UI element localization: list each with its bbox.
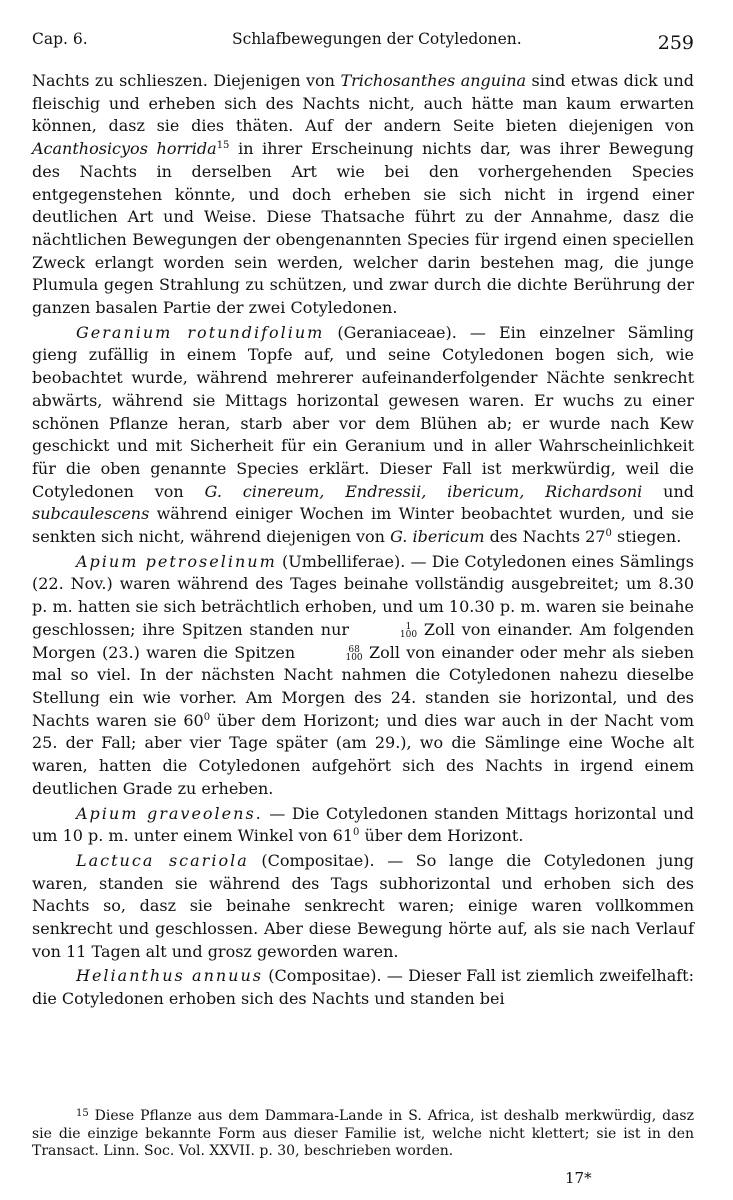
species-heading: Apium petroselinum bbox=[76, 551, 277, 571]
running-header bbox=[32, 30, 694, 54]
paragraph-apium-graveolens: Apium graveolens. — Die Cotyledonen standen Mittags horizontal und um 10 p. m. unter einem Winkel von $61^0$ über dem Horizont. bbox=[32, 803, 694, 846]
degree-sign: 0 bbox=[353, 827, 360, 839]
species-name: Acanthosicyos horrida bbox=[32, 139, 217, 159]
species-heading: Lactuca scariola bbox=[76, 850, 249, 870]
footnote-marker: 15 bbox=[216, 140, 230, 152]
footnote-number: 15 bbox=[76, 1108, 89, 1119]
paragraph-helianthus: Helianthus annuus (Compositae). — Dieser Fall ist ziemlich zweifelhaft: die Cotyledonen erhoben sich des Nachts und standen bei bbox=[32, 966, 694, 1009]
species-name: Trichosanthes anguina bbox=[340, 71, 527, 90]
degree-sign: 0 bbox=[203, 711, 211, 723]
chapter-label: Cap. 6. bbox=[32, 30, 88, 48]
species-heading: Helianthus annuus bbox=[76, 966, 263, 986]
page bbox=[32, 30, 694, 1013]
paragraph-geranium: Geranium rotundifolium (Geraniaceae). — Ein einzelner Sämling gieng zufällig in einem Topfe auf, und seine Cotyledonen bogen sich, wie beobachtet wurde, während mehrerer aufeinanderfolgender Nächte senkrecht abwärts, während sie Mittags horizontal gewesen waren. Er wuchs zu einer schönen Pflanze heran, starb aber vor dem Blühen ab; er wurde nach Kew geschickt und mit Sicherheit für ein Geranium und in aller Wahrscheinlichkeit für die oben genannte Species erklärt. Dieser Fall ist merkwürdig, weil die Cotyledonen von G. cinereum, Endressii, ibericum, Richardsoni und subcaulescens während einiger Wochen im Winter beobachtet wurden, und sie senkten sich nicht, während diejenigen von G. ibericum des Nachts $27^0$ stiegen. bbox=[32, 322, 695, 547]
fraction: 1 100 bbox=[399, 621, 418, 640]
signature-mark: 17* bbox=[565, 1169, 592, 1187]
paragraph-apium-petroselinum: Apium petroselinum (Umbelliferae). — Die Cotyledonen eines Sämlings (22. Nov.) waren während des Tages beinahe vollständig ausgebreitet; um 8.30 p. m. hatten sie sich beträchtlich erhoben, und um 10.30 p. m. waren sie beinahe geschlossen; ihre Spitzen standen nur 1 100 Zoll von einander. Am folgenden Morgen (23.) waren die Spitzen 68 100 Zoll von einander oder mehr als sieben mal so viel. In der nächsten Nacht nahmen die Cotyledonen nahezu dieselbe Stellung ein wie vorher. Am Morgen des 24. standen sie horizontal, und des Nachts waren sie $60^0$ über dem Horizont; und dies war auch in der Nacht vom 25. der Fall; aber vier Tage später (am 29.), wo die Sämlinge eine Woche alt waren, hatten die Cotyledonen aufgehört sich des Nachts in irgend einem deutlichen Grade zu erheben. bbox=[32, 551, 695, 798]
footnote-text: Diese Pflanze aus dem Dammara-Lande in S. Africa, ist deshalb merkwürdig, dasz sie die einzige bekannte Form aus dieser Familie ist, welche nicht klettert; sie ist in den Transact. Linn. Soc. Vol. XXVII. p. 30, beschrieben worden. bbox=[32, 1108, 694, 1159]
fraction: 68 100 bbox=[345, 644, 363, 663]
paragraph-trichosanthes: Nachts zu schlieszen. Diejenigen von Trichosanthes anguina sind etwas dick und fleischig und erheben sich des Nachts nicht, auch hätte man kaum erwarten können, dasz sie dies thäten. Auf der andern Seite bieten diejenigen von Acanthosicyos horrida$^{15}$ in ihrer Erscheinung nichts dar, was ihrer Bewegung des Nachts in derselben Art wie bei den vorhergehenden Species entgegenstehen könnte, und doch erheben sie sich nicht in irgend einer deutlichen Art und Weise. Diese Thatsache führt zu der Annahme, dasz die nächtlichen Bewegungen der obengenannten Species für irgend einen speciellen Zweck erlangt worden sein werden, welcher darin bestehen mag, die junge Plumula gegen Strahlung zu schützen, und zwar durch die dichte Berührung der ganzen basalen Partie der zwei Cotyledonen. bbox=[32, 71, 694, 318]
species-heading: Geranium rotundifolium bbox=[76, 322, 325, 342]
page-number: 259 bbox=[657, 32, 694, 54]
footnote bbox=[32, 1108, 694, 1161]
species-heading: Apium graveolens. bbox=[76, 803, 263, 823]
running-title: Schlafbewegungen der Cotyledonen. bbox=[232, 30, 522, 48]
paragraph-lactuca: Lactuca scariola (Compositae). — So lange die Cotyledonen jung waren, standen sie während des Tags subhorizontal und erhoben sich des Nachts so, dasz sie beinahe senkrecht waren; einige waren vollkommen senkrecht und geschlossen. Aber diese Bewegung hörte auf, als sie nach Verlauf von 11 Tagen alt und grosz geworden waren. bbox=[32, 850, 694, 961]
body-text bbox=[32, 70, 694, 1011]
degree-sign: 0 bbox=[605, 528, 612, 540]
